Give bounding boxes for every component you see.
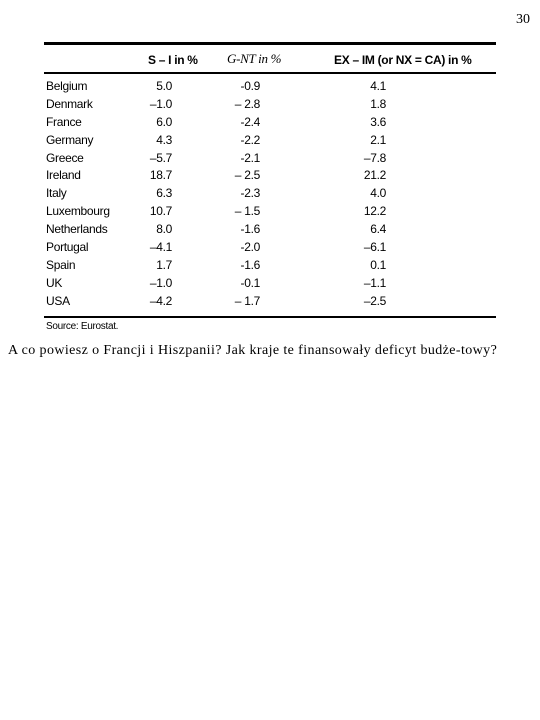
header-saving-investment: S – I in % [148, 53, 198, 67]
g-minus-nt-cell: – 1.5 [234, 204, 260, 219]
country-cell: Spain [46, 257, 76, 272]
table-row [44, 239, 496, 257]
country-cell: UK [46, 275, 63, 290]
s-minus-i-cell: 6.0 [156, 114, 172, 129]
g-minus-nt-cell: – 2.5 [234, 168, 260, 183]
current-account-cell: 6.4 [370, 222, 386, 237]
s-minus-i-cell: 10.7 [149, 204, 172, 219]
g-minus-nt-cell: -2.3 [240, 186, 260, 201]
g-minus-nt-cell: -2.4 [240, 114, 260, 129]
current-account-cell: 4.0 [370, 186, 386, 201]
g-minus-nt-cell: -2.1 [240, 150, 260, 165]
table-row [44, 114, 496, 132]
s-minus-i-cell: –4.1 [149, 240, 172, 255]
table-row [44, 150, 496, 168]
table-source-note: Source: Eurostat. [46, 321, 119, 332]
table-header-rule [44, 72, 496, 74]
country-cell: Greece [46, 150, 84, 165]
country-cell: Belgium [46, 79, 88, 93]
g-minus-nt-cell: -2.2 [240, 132, 260, 147]
header-government-balance: G-NT in % [227, 51, 282, 66]
g-minus-nt-cell: -2.0 [240, 240, 260, 255]
data-table [44, 42, 496, 338]
current-account-cell: –1.1 [363, 275, 386, 290]
country-cell: USA [46, 293, 70, 308]
current-account-cell: 21.2 [363, 168, 386, 183]
g-minus-nt-cell: -0.9 [240, 79, 260, 93]
current-account-cell: 2.1 [370, 132, 386, 147]
current-account-cell: 0.1 [370, 257, 386, 272]
table-row [44, 203, 496, 221]
table-row [44, 78, 496, 96]
country-cell: Ireland [46, 168, 81, 183]
header-current-account: EX – IM (or NX = CA) in % [334, 53, 472, 67]
s-minus-i-cell: 8.0 [156, 222, 172, 237]
g-minus-nt-cell: – 2.8 [234, 96, 260, 111]
s-minus-i-cell: 1.7 [156, 257, 172, 272]
g-minus-nt-cell: -0.1 [240, 275, 260, 290]
country-cell: Italy [46, 186, 67, 201]
country-cell: Portugal [46, 240, 89, 255]
page-number: 30 [516, 12, 530, 27]
current-account-cell: 4.1 [370, 79, 386, 93]
country-cell: Denmark [46, 96, 93, 111]
s-minus-i-cell: 5.0 [156, 79, 172, 93]
current-account-cell: –6.1 [363, 240, 386, 255]
s-minus-i-cell: 6.3 [156, 186, 172, 201]
g-minus-nt-cell: -1.6 [240, 222, 260, 237]
table-row [44, 257, 496, 275]
g-minus-nt-cell: – 1.7 [234, 293, 260, 308]
current-account-cell: 3.6 [370, 114, 386, 129]
s-minus-i-cell: 18.7 [149, 168, 172, 183]
g-minus-nt-cell: -1.6 [240, 257, 260, 272]
table-bottom-rule [44, 316, 496, 318]
table-top-rule [44, 42, 496, 45]
current-account-cell: 12.2 [363, 204, 386, 219]
country-cell: Netherlands [46, 222, 108, 237]
country-cell: France [46, 114, 82, 129]
s-minus-i-cell: –4.2 [149, 293, 172, 308]
table-row [44, 132, 496, 150]
s-minus-i-cell: –1.0 [149, 96, 172, 111]
table-row [44, 221, 496, 239]
table-row [44, 96, 496, 114]
s-minus-i-cell: 4.3 [156, 132, 172, 147]
table-row [44, 293, 496, 311]
country-cell: Luxembourg [46, 204, 110, 219]
table-row [44, 275, 496, 293]
current-account-cell: –2.5 [363, 293, 386, 308]
s-minus-i-cell: –1.0 [149, 275, 172, 290]
current-account-cell: 1.8 [370, 96, 386, 111]
question-text: A co powiesz o Francji i Hiszpanii? Jak kraje te finansowały deficyt budże-towy? [8, 343, 498, 358]
table-row [44, 185, 496, 203]
country-cell: Germany [46, 132, 94, 147]
current-account-cell: –7.8 [363, 150, 386, 165]
s-minus-i-cell: –5.7 [149, 150, 172, 165]
table-row [44, 167, 496, 185]
table-body [44, 78, 496, 311]
